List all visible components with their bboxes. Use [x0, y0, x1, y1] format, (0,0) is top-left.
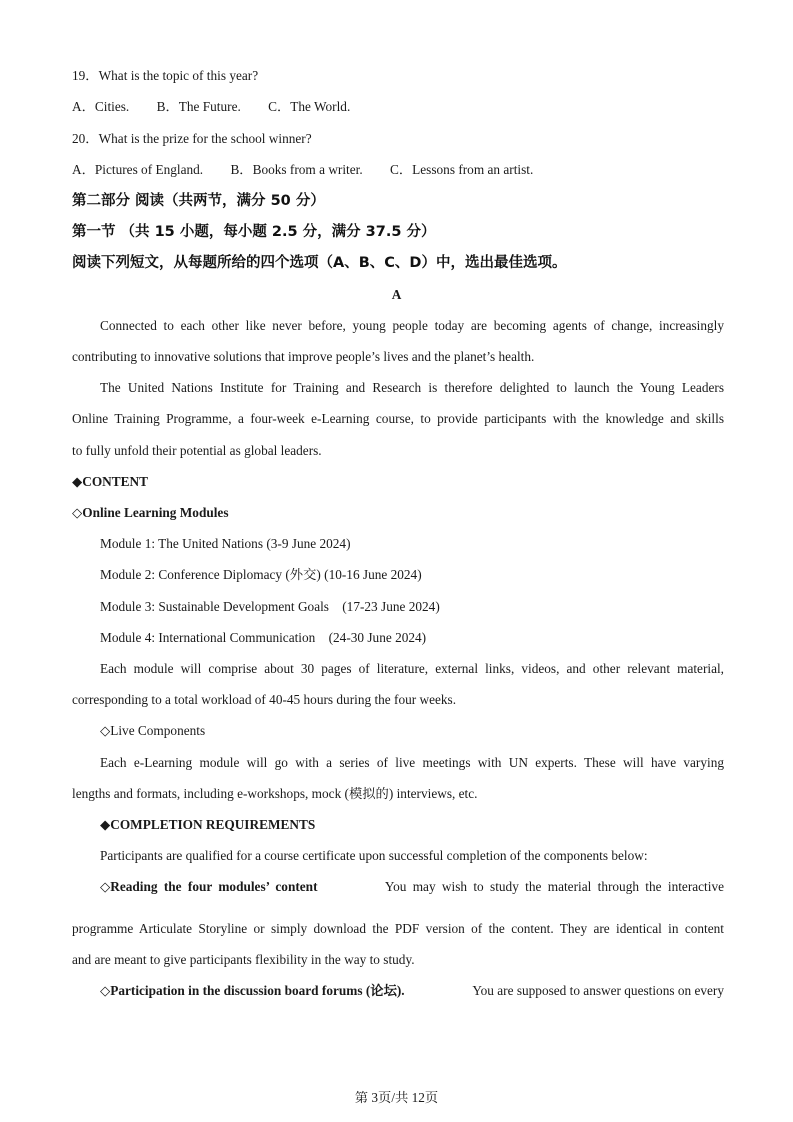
- online-modules-heading: ◇Online Learning Modules: [72, 505, 229, 520]
- p1-line2: contributing to innovative solutions that improve people’s lives and the planet’s health.: [72, 349, 535, 364]
- q20-option-c: C．Lessons from an artist.: [389, 162, 534, 177]
- p2-line1: The United Nations Institute for Training and Research is therefore delighted to launch the Young Leaders: [100, 380, 724, 395]
- q19-option-c: C．The World.: [268, 99, 351, 114]
- completion-heading: ◆COMPLETION REQUIREMENTS: [100, 817, 316, 832]
- module-4: Module 4: International Communication (24-30 June 2024): [100, 630, 427, 645]
- p7-line1-rest: You are supposed to answer questions on every: [472, 983, 724, 998]
- p6-line3: and are meant to give participants flexibility in the way to study.: [72, 952, 415, 967]
- p2-line3: to fully unfold their potential as global leaders.: [72, 443, 322, 458]
- p6-line2: programme Articulate Storyline or simply download the PDF version of the content. They are identical in content: [72, 921, 724, 936]
- page-footer: 第 3页/共 12页: [354, 1090, 439, 1105]
- module-1: Module 1: The United Nations (3-9 June 2024): [100, 536, 351, 551]
- live-components-heading: ◇Live Components: [100, 723, 206, 738]
- p5-line: Participants are qualified for a course certificate upon successful completion of the components below:: [100, 848, 648, 863]
- q20-option-a: A．Pictures of England.: [72, 162, 204, 177]
- content-heading: ◆CONTENT: [72, 474, 148, 489]
- p4-line2: lengths and formats, including e-workshops, mock (模拟的) interviews, etc.: [72, 786, 478, 801]
- passage-label: A: [391, 287, 402, 302]
- question-19-stem: 19．What is the topic of this year?: [72, 68, 259, 83]
- module-2: Module 2: Conference Diplomacy (外交) (10-16 June 2024): [100, 567, 422, 582]
- p1-line1: Connected to each other like never before, young people today are becoming agents of change, increasingly: [100, 318, 724, 333]
- p6-line1-rest: You may wish to study the material through the interactive: [384, 879, 724, 894]
- p7-line1: [100, 981, 724, 1001]
- q20-option-b: B．Books from a writer.: [230, 162, 363, 177]
- reading-instruction: 阅读下列短文，从每题所给的四个选项（A、B、C、D）中，选出最佳选项。: [72, 255, 567, 271]
- forum-heading: ◇Participation in the discussion board forums (论坛).: [100, 983, 405, 998]
- reading-content-heading: ◇Reading the four modules’ content: [100, 879, 318, 894]
- question-19-options: [72, 97, 724, 117]
- q19-option-a: A．Cities.: [72, 99, 130, 114]
- section1-title: 第一节 （共 15 小题，每小题 2.5 分，满分 37.5 分）: [72, 224, 436, 240]
- part2-title: 第二部分 阅读（共两节，满分 50 分）: [72, 193, 325, 209]
- question-20-options: [72, 160, 724, 180]
- p3-line2: corresponding to a total workload of 40-45 hours during the four weeks.: [72, 692, 457, 707]
- p3-line1: Each module will comprise about 30 pages of literature, external links, videos, and other relevant material,: [100, 661, 724, 676]
- p6-line1: [100, 877, 724, 897]
- p4-line1: Each e-Learning module will go with a series of live meetings with UN experts. These will have varying: [100, 755, 724, 770]
- question-20-stem: 20．What is the prize for the school winner?: [72, 131, 312, 146]
- q19-option-b: B．The Future.: [156, 99, 241, 114]
- module-3: Module 3: Sustainable Development Goals (17-23 June 2024): [100, 599, 440, 614]
- p2-line2: Online Training Programme, a four-week e-Learning course, to provide participants with the knowledge and skills: [72, 411, 724, 426]
